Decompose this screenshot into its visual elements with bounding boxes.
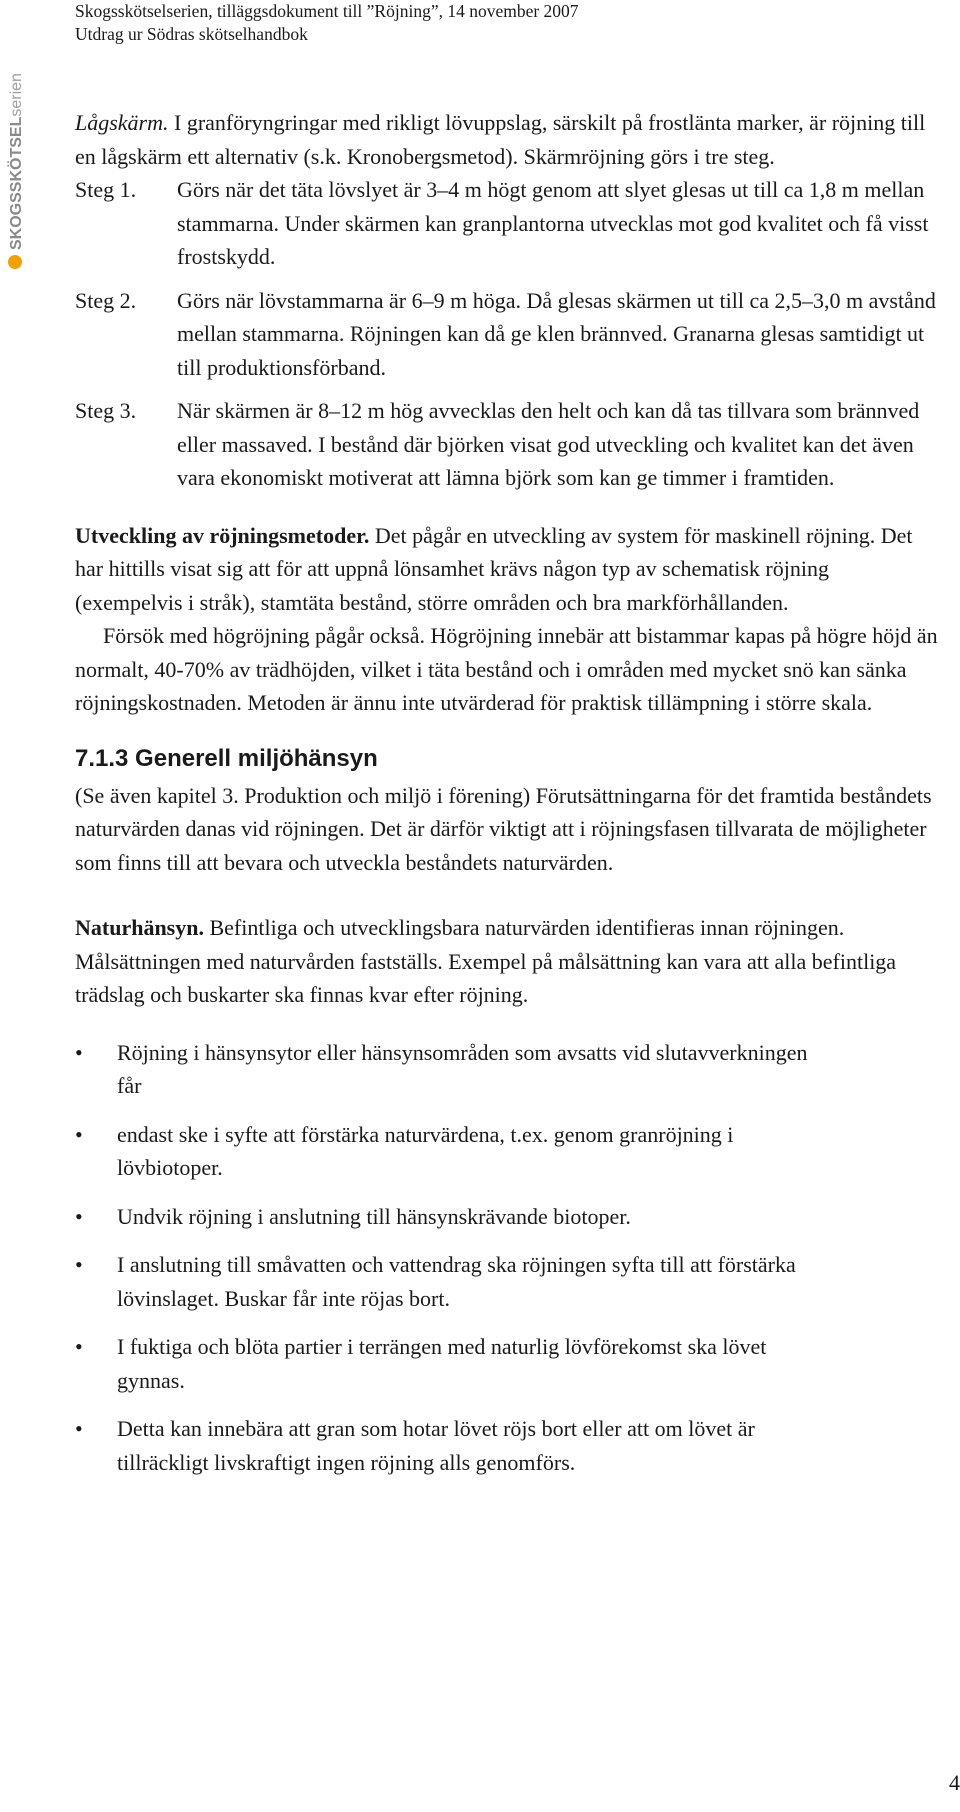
- list-item: [75, 1200, 940, 1234]
- naturhansyn-lead: Naturhänsyn.: [75, 915, 204, 940]
- lagskarm-paragraph: [75, 106, 940, 173]
- bullet-marker: •: [75, 1252, 83, 1277]
- section-heading: 7.1.3 Generell miljöhänsyn: [75, 744, 378, 772]
- step-list: [75, 173, 940, 495]
- header-source-line: Utdrag ur Södras skötselhandbok: [75, 24, 308, 44]
- step-text: Görs när lövstammarna är 6–9 m höga. Då glesas skärmen ut till ca 2,5–3,0 m avstånd mellan stammarna. Röjningen kan då ge klen brännved. Granarna glesas samtidigt ut till produktionsförband.: [177, 287, 936, 380]
- bullet-text: Detta kan innebära att gran som hotar lövet röjs bort eller att om lövet är tillräckligt livskraftigt ingen röjning alls genomförs.: [117, 1416, 755, 1475]
- utveckling-text: Det pågår en utveckling av system för maskinell röjning. Det har hittills visat sig att för att uppnå lönsamhet krävs någon typ av schematisk röjning (exempelvis i stråk), stamtäta bestånd, större områden och bra markförhållanden.: [75, 522, 913, 615]
- logo-wordmark: SKOGSSKÖTSELserien: [8, 73, 25, 250]
- naturhansyn-paragraph: [75, 911, 940, 1012]
- page-header: [75, 0, 579, 46]
- bullet-marker: •: [75, 1334, 83, 1359]
- step-item: [75, 284, 940, 385]
- list-item: [75, 1412, 940, 1479]
- list-item: [75, 1036, 940, 1103]
- bullet-text: Röjning i hänsynsytor eller hänsynsområden som avsatts vid slutavverkningen får: [117, 1039, 808, 1098]
- bullet-text: I fuktiga och blöta partier i terrängen med naturlig lövförekomst ska lövet gynnas.: [117, 1334, 767, 1393]
- step-text: Görs när det täta lövslyet är 3–4 m högt genom att slyet glesas ut till ca 1,8 m mellan stammarna. Under skärmen kan granplantorna utvecklas mot god kvalitet och få visst frostskydd.: [177, 177, 929, 269]
- list-item: [75, 1248, 940, 1315]
- list-item: [75, 1330, 940, 1397]
- utveckling-paragraph: [75, 519, 940, 620]
- page-content: [75, 106, 940, 1494]
- bullet-marker: •: [75, 1039, 83, 1065]
- logo-dot-icon: [8, 255, 22, 269]
- step-label: Steg 2.: [75, 287, 137, 313]
- step-text: När skärmen är 8–12 m hög avvecklas den helt och kan då tas tillvara som brännved eller massaved. I bestånd där björken visat god utveckling och kvalitet kan det även vara ekonomiskt motiverat att lämna björk som kan ge timmer i framtiden.: [177, 398, 920, 490]
- bullet-marker: •: [75, 1416, 83, 1441]
- list-item: [75, 1118, 940, 1185]
- utveckling-lead: Utveckling av röjningsmetoder.: [75, 522, 370, 548]
- bullet-list: [75, 1036, 940, 1480]
- step-item: [75, 394, 940, 495]
- page-number: 4: [949, 1770, 960, 1795]
- bullet-text: endast ske i syfte att förstärka naturvärdena, t.ex. genom granröjning i lövbiotoper.: [117, 1121, 734, 1180]
- skogsskotsel-logo-mark: [2, 40, 28, 270]
- bullet-marker: •: [75, 1203, 83, 1229]
- skogsskotsel-logo: [2, 40, 28, 270]
- header-series-line: Skogsskötselserien, tilläggsdokument till ”Röjning”, 14 november 2007: [75, 1, 579, 21]
- naturhansyn-text: Befintliga och utvecklingsbara naturvärden identifieras innan röjningen. Målsättningen med naturvården fastställs. Exempel på målsättning kan vara att alla befintliga trädslag och buskarter ska finnas kvar efter röjning.: [75, 915, 897, 1007]
- hogrojning-paragraph: Försök med högröjning pågår också. Högröjning innebär att bistammar kapas på högre höjd än normalt, 40-70% av trädhöjden, vilket i täta bestånd och i områden med mycket snö kan sänka röjningskostnaden. Metoden är ännu inte utvärderad för praktisk tillämpning i större skala.: [75, 623, 938, 715]
- step-label: Steg 3.: [75, 398, 137, 423]
- section-paragraph: (Se även kapitel 3. Produktion och miljö i förening) Förutsättningarna för det framtida beståndets naturvärden danas vid röjningen. Det är därför viktigt att i röjningsfasen tillvarata de möjligheter som finns till att bevara och utveckla beståndets naturvärden.: [75, 782, 932, 875]
- lagskarm-lead: Lågskärm.: [75, 110, 169, 135]
- lagskarm-text: I granföryngringar med rikligt lövuppslag, särskilt på frostlänta marker, är röjning till en lågskärm ett alternativ (s.k. Kronobergsmetod). Skärmröjning görs i tre steg.: [75, 110, 926, 169]
- bullet-marker: •: [75, 1121, 83, 1147]
- step-item: [75, 173, 940, 274]
- step-label: Steg 1.: [75, 177, 137, 202]
- bullet-text: I anslutning till småvatten och vattendrag ska röjningen syfta till att förstärka lövinslaget. Buskar får inte röjas bort.: [117, 1252, 796, 1311]
- bullet-text: Undvik röjning i anslutning till hänsynskrävande biotoper.: [117, 1203, 631, 1229]
